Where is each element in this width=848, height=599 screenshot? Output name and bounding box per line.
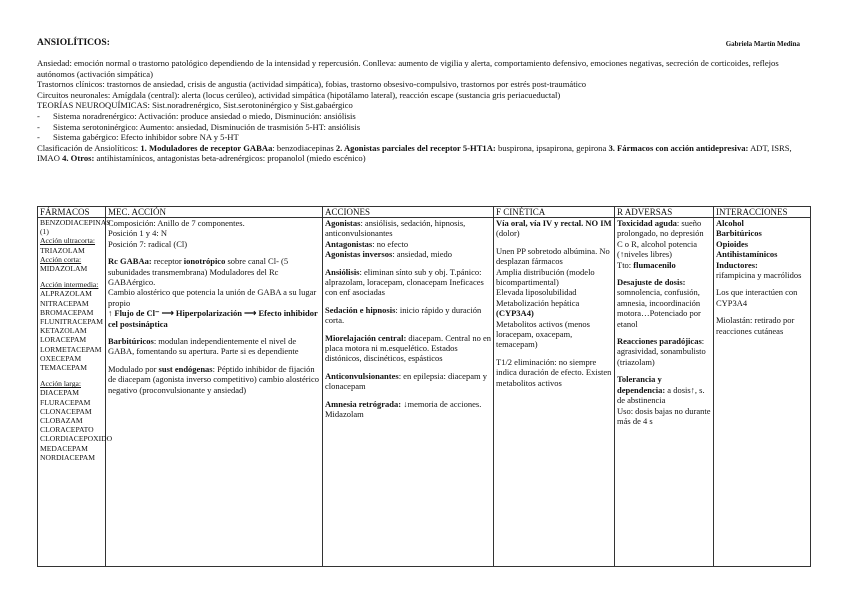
header-r-adversas: R ADVERSAS — [615, 207, 714, 218]
page-title: ANSIOLÍTICOS: — [37, 38, 110, 48]
intro-text — [37, 58, 812, 164]
header-mec-accion: MEC. ACCIÓN — [106, 207, 323, 218]
cell-interacciones: Alcohol Barbitúricos Opioides Antihistamínicos Inductores: rifampicina y macrólidos Los que interactúen con CYP3A4 Miolastán: retirado por reacciones cutáneas — [714, 218, 811, 567]
bullet-serotoninergico: - Sistema serotoninérgico: Aumento: ansiedad, Disminución de trasmisión 5-HT: ansiólisis — [37, 122, 812, 133]
intro-teorias: TEORÍAS NEUROQUÍMICAS: Sist.noradrenérgico, Sist.serotoninérgico y Sist.gabaérgico — [37, 100, 353, 111]
header-acciones: ACCIONES — [323, 207, 494, 218]
cell-mec-accion: Composición: Anillo de 7 componentes. Posición 1 y 4: N Posición 7: radical (Cl) Rc GABAa: receptor ionotrópico sobre canal Cl- (5 subunidades transmembrana) Moduladores del Rc GABAérgico. Cambio alostérico que potencia la unión de GABA a su lugar propio ↑ Flujo de Cl⁻ ⟶ Hiperpolarización ⟶ Efecto inhibidor cel postsináptica Barbitúricos: modulan independientemente el nivel de GABA, fomentando su apertura. Parte si es dependiente Modulado por sust endógenas: Péptido inhibidor de fijación de diacepam (agonista inverso competitivo) cambio alostérico negativo (proconvulsionante y ansiedad) — [106, 218, 323, 567]
summary-table — [37, 206, 811, 567]
table-row — [38, 218, 811, 567]
cell-f-cinetica: Vía oral, vía IV y rectal. NO IM (dolor) Unen PP sobretodo albúmina. No desplazan fármacos Amplia distribución (modelo bicompartimental) Elevada liposolubilidad Metabolización hepática (CYP3A4) Metabolitos activos (menos loracepam, oxacepam, temacepam) T1/2 eliminación: no siempre indica duración de efecto. Existen metabolitos activos — [494, 218, 615, 567]
bullet-gabaergico: - Sistema gabérgico: Efecto inhibidor sobre NA y 5-HT — [37, 132, 812, 143]
intro-trastornos: Trastornos clínicos: trastornos de ansiedad, crisis de angustia (actividad simpática), fobias, trastorno obsesivo-compulsivo, trastornos por estrés post-traumático — [37, 79, 587, 90]
cell-acciones: Agonistas: ansiólisis, sedación, hipnosis, anticonvulsionantes Antagonistas: no efecto Agonistas inversos: ansiedad, miedo Ansiólisis: eliminan sínto sub y obj. T.pánico: alprazolam, loracepam, clonacepam Ineficaces con enf asociadas Sedación e hipnosis: inicio rápido y duración corta. Miorelajación central: diacepam. Central no en placa motora ni m.esquelético. Estados distónicos, discinéticos, espásticos Anticonvulsionantes: en epilepsia: diacepam y clonacepam Amnesia retrógrada: ↓memoria de acciones. Midazolam — [323, 218, 494, 567]
author-name: Gabriela Martín Medina — [725, 40, 800, 48]
intro-circuitos: Circuitos neuronales: Amígdala (central): alerta (locus cerúleo), actividad simpática (hipotálamo lateral), reacción escape (sustancia gris periacueductal) — [37, 89, 561, 100]
table-header-row — [38, 207, 811, 218]
cell-r-adversas: Toxicidad aguda: sueño prolongado, no depresión C o R, alcohol potencia (↑niveles libres) Tto: flumacenilo Desajuste de dosis: somnolencia, confusión, amnesia, incoordinación motora…Potenciado por etanol Reacciones paradójicas: agrasividad, sonambulisto (triazolam) Tolerancia y dependencia: a dosis↑, s. de abstinencia Uso: dosis bajas no durante más de 4 s — [615, 218, 714, 567]
header-interacciones: INTERACCIONES — [714, 207, 811, 218]
intro-ansiedad: Ansiedad: emoción normal o trastorno patológico dependiendo de la intensidad y repercusión. Conlleva: aumento de vigilia y alerta, comportamiento defensivo, emociones negativas, secreción de corticoides, reflejos autónomos (activación simpática) — [37, 58, 779, 79]
header-f-cinetica: F CINÉTICA — [494, 207, 615, 218]
clasificacion: Clasificación de Ansiolíticos: 1. Moduladores de receptor GABAa: benzodiacepinas 2. Agonistas parciales del receptor 5-HT1A: buspirona, ipsapirona, gepirona 3. Fármacos con acción antidepresiva: ADT, ISRS, IMAO 4. Otros: antihistamínicos, antagonistas beta-adrenérgicos: propanolol (miedo escénico) — [37, 142, 792, 164]
cell-farmacos: BENZODIACEPINAS (1) Acción ultracorta: TRIAZOLAM Acción corta: MIDAZOLAM Acción intermedia: ALPRAZOLAM NITRACEPAM BROMACEPAM FLUNITRACEPAM KETAZOLAM LORACEPAM LORMETACEPAM OXECEPAM TEMACEPAM Acción larga: DIACEPAM FLURACEPAM CLONACEPAM CLOBAZAM CLORACEPATO CLORDIACEPOXIDO MEDACEPAM NORDIACEPAM — [38, 218, 106, 567]
header-farmacos: FÁRMACOS — [38, 207, 106, 218]
bullet-noradrenergico: - Sistema noradrenérgico: Activación: produce ansiedad o miedo, Disminución: ansiólisis — [37, 111, 812, 122]
